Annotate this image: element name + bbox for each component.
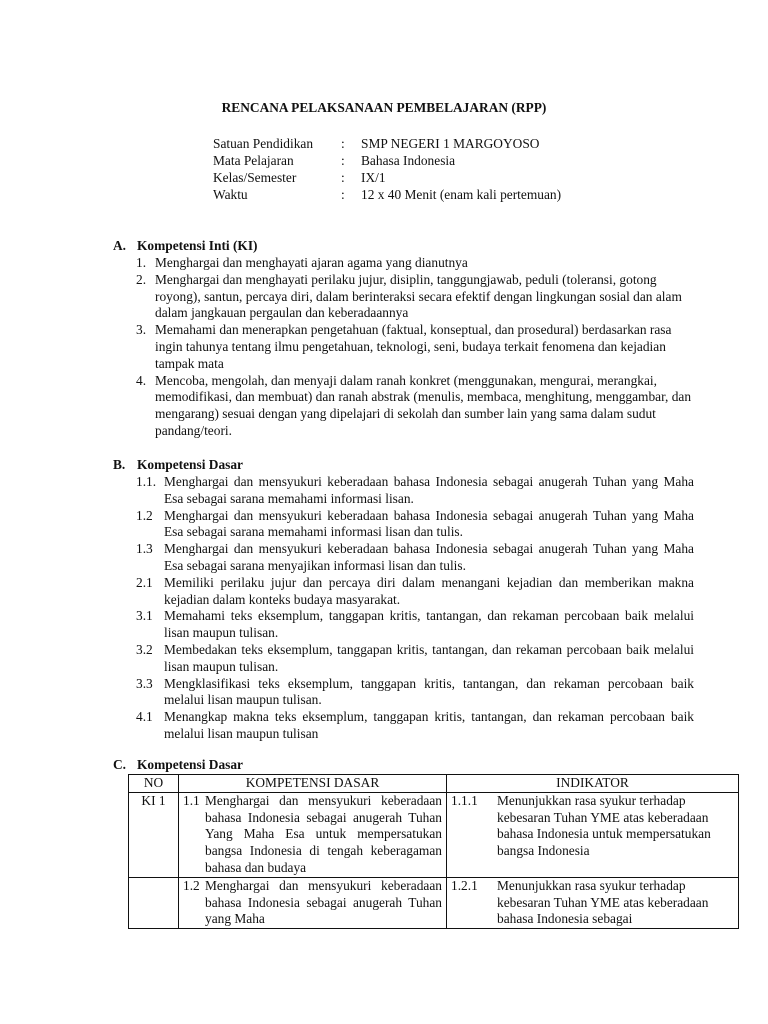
item-number: 4.	[136, 372, 147, 388]
section-b-heading	[113, 457, 243, 474]
cell-no	[129, 877, 179, 928]
item-text: Memahami teks eksemplum, tanggapan kritis, tantangan, dan rekaman percobaan baik melalui lisan maupun tulisan.	[164, 608, 694, 641]
item-number: 3.2	[136, 641, 153, 657]
list-item	[136, 541, 694, 575]
cell-no: KI 1	[129, 792, 179, 877]
list-item	[136, 642, 694, 676]
list-item	[136, 255, 694, 272]
item-text: Menghargai dan menghayati perilaku jujur, disiplin, tanggungjawab, peduli (toleransi, gotong royong), santun, percaya diri, dalam berinteraksi secara efektif dengan lingkungan sosial dan alam dalam jangkauan pergaulan dan keberadaannya	[155, 271, 682, 321]
item-number: 1.3	[136, 541, 153, 557]
kompetensi-table	[128, 774, 739, 929]
cell-indikator	[447, 792, 739, 877]
list-item	[136, 474, 694, 508]
section-heading-text: Kompetensi Inti (KI)	[137, 238, 258, 253]
table-row	[129, 792, 739, 877]
item-text: Menghargai dan mensyukuri keberadaan bahasa Indonesia sebagai anugerah Tuhan yang Maha Esa sebagai sarana memahami informasi lisan dan tulis.	[164, 507, 694, 540]
list-item	[136, 608, 694, 642]
list-item	[136, 508, 694, 542]
cell-indikator	[447, 877, 739, 928]
header-no: NO	[129, 775, 179, 793]
header-indikator: INDIKATOR	[447, 775, 739, 793]
indicator-number: 1.2.1	[451, 877, 478, 893]
section-letter: B.	[113, 457, 126, 472]
item-number: 3.3	[136, 675, 153, 691]
item-text: Menangkap makna teks eksemplum, tanggapan kritis, tantangan, dan rekaman percobaan baik melalui lisan maupun tulisan	[164, 709, 694, 741]
item-text: Mencoba, mengolah, dan menyaji dalam ranah konkret (menggunakan, mengurai, merangkai, memodifikasi, dan membuat) dan ranah abstrak (menulis, membaca, menghitung, menggambar, dan mengarang) sesuai dengan yang dipelajari di sekolah dan sumber lain yang sama dalam sudut pandang/teori.	[155, 372, 692, 438]
item-number: 1.2	[136, 507, 153, 523]
item-number: 1.	[136, 255, 147, 270]
meta-colon: :	[341, 187, 345, 202]
meta-value: IX/1	[361, 170, 386, 185]
list-item	[136, 322, 694, 372]
table-header-row	[129, 775, 739, 793]
item-text: Menghargai dan mensyukuri keberadaan bahasa Indonesia sebagai anugerah Tuhan yang Maha Esa sebagai sarana memahami informasi lisan.	[164, 474, 694, 506]
meta-label: Satuan Pendidikan	[213, 136, 314, 151]
kd-text: Menghargai dan mensyukuri keberadaan bahasa Indonesia sebagai anugerah Tuhan yang Maha	[205, 877, 442, 927]
item-number: 4.1	[136, 709, 153, 725]
kd-text: Menghargai dan mensyukuri keberadaan bahasa Indonesia sebagai anugerah Tuhan Yang Maha Esa untuk mempersatukan bangsa Indonesia di tengah keberagaman bahasa dan budaya	[205, 792, 442, 875]
meta-label: Waktu	[213, 187, 248, 202]
ki-list	[136, 255, 694, 440]
meta-colon: :	[341, 153, 345, 168]
item-number: 2.	[136, 271, 147, 287]
item-text: Mengklasifikasi teks eksemplum, tanggapan kritis, tantangan, dan rekaman percobaan baik melalui lisan maupun tulisan.	[164, 675, 694, 708]
item-text: Memiliki perilaku jujur dan percaya diri dalam menangani kejadian dan memberikan makna kejadian dalam konteks budaya masyarakat.	[164, 574, 694, 607]
item-number: 1.1.	[136, 474, 157, 489]
list-item	[136, 373, 694, 440]
item-number: 3.	[136, 322, 147, 338]
kd-list	[136, 474, 694, 743]
meta-label: Mata Pelajaran	[213, 153, 294, 168]
kd-entry	[183, 793, 442, 877]
cell-kompetensi-dasar	[179, 792, 447, 877]
header-kompetensi-dasar: KOMPETENSI DASAR	[179, 775, 447, 793]
meta-label: Kelas/Semester	[213, 170, 297, 185]
meta-value: 12 x 40 Menit (enam kali pertemuan)	[361, 187, 562, 202]
indicator-entry	[451, 878, 734, 928]
section-letter: C.	[113, 757, 127, 772]
meta-value: Bahasa Indonesia	[361, 153, 456, 168]
indicator-entry	[451, 793, 734, 860]
cell-kompetensi-dasar	[179, 877, 447, 928]
indicator-text: Menunjukkan rasa syukur terhadap kebesaran Tuhan YME atas keberadaan bahasa Indonesia sebagai	[497, 877, 709, 927]
section-a-heading	[113, 238, 258, 255]
section-heading-text: Kompetensi Dasar	[137, 457, 244, 472]
indicator-number: 1.1.1	[451, 792, 478, 808]
indicator-text: Menunjukkan rasa syukur terhadap kebesaran Tuhan YME atas keberadaan bahasa Indonesia untuk mempersatukan bangsa Indonesia	[497, 792, 711, 859]
table-row	[129, 877, 739, 928]
item-number: 3.1	[136, 608, 153, 624]
item-text: Membedakan teks eksemplum, tanggapan kritis, tantangan, dan rekaman percobaan baik melalui lisan maupun tulisan.	[164, 641, 694, 674]
item-number: 2.1	[136, 574, 153, 590]
list-item	[136, 272, 694, 322]
list-item	[136, 676, 694, 710]
meta-value: SMP NEGERI 1 MARGOYOSO	[361, 136, 540, 151]
kd-entry	[183, 878, 442, 928]
section-letter: A.	[113, 238, 127, 253]
kd-number: 1.2	[183, 877, 200, 893]
list-item	[136, 709, 694, 743]
item-text: Menghargai dan mensyukuri keberadaan bahasa Indonesia sebagai anugerah Tuhan yang Maha Esa sebagai sarana menyajikan informasi lisan dan tulis.	[164, 541, 694, 573]
kd-number: 1.1	[183, 792, 200, 808]
item-text: Menghargai dan menghayati ajaran agama yang dianutnya	[155, 255, 468, 270]
meta-colon: :	[341, 170, 345, 185]
meta-colon: :	[341, 136, 345, 151]
item-text: Memahami dan menerapkan pengetahuan (faktual, konseptual, dan prosedural) berdasarkan rasa ingin tahunya tentang ilmu pengetahuan, teknologi, seni, budaya terkait fenomena dan kejadian tampak mata	[155, 322, 672, 371]
section-c-heading	[113, 757, 243, 774]
section-heading-text: Kompetensi Dasar	[137, 757, 244, 772]
list-item	[136, 575, 694, 609]
page-title: RENCANA PELAKSANAAN PEMBELAJARAN (RPP)	[221, 100, 547, 115]
